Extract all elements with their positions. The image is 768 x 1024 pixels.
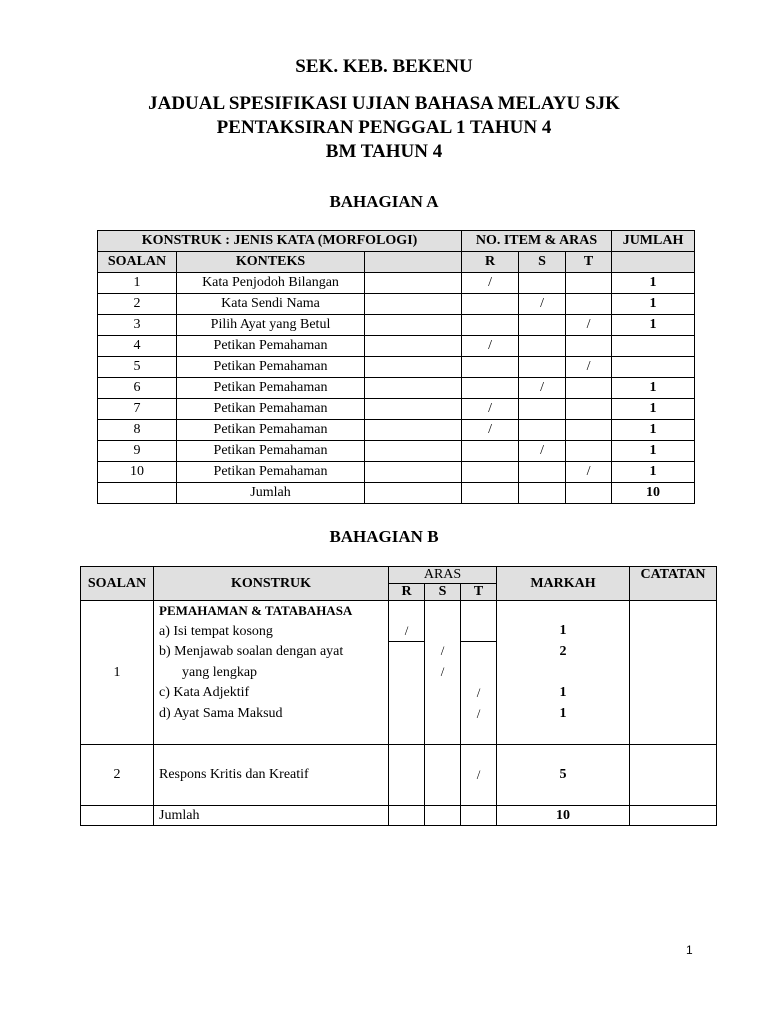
q1-item-a: a) Isi tempat kosong: [159, 623, 273, 639]
row-jumlah: 1: [612, 378, 695, 399]
header-blank: [365, 252, 462, 273]
q1-mark-c: 1: [559, 685, 567, 700]
header-markah: MARKAH: [497, 567, 630, 601]
table-header-row: [81, 567, 717, 584]
row-t: [566, 441, 612, 462]
row-konteks: Kata Sendi Nama: [177, 294, 365, 315]
q1-item-d: d) Ayat Sama Maksud: [159, 705, 283, 721]
row-jumlah: 1: [612, 441, 695, 462]
row-jumlah: 1: [612, 273, 695, 294]
row-soalan: 10: [98, 462, 177, 483]
header-jumlah-blank: [612, 252, 695, 273]
table-total-row: [81, 806, 717, 826]
q1-mark-d: 1: [559, 706, 567, 721]
row-blank: [365, 273, 462, 294]
row-s: [519, 273, 566, 294]
row-konteks: Petikan Pemahaman: [177, 462, 365, 483]
row-s: /: [519, 294, 566, 315]
section-b-table: [80, 566, 717, 826]
q1-tick-t1: /: [476, 685, 481, 700]
row-r: /: [462, 273, 519, 294]
table-row: [98, 441, 695, 462]
header-catatan: CATATAN: [630, 567, 717, 601]
row-blank: [365, 420, 462, 441]
row-blank: [365, 441, 462, 462]
q1-item-b2: yang lengkap: [182, 664, 258, 680]
total-s: [425, 806, 461, 826]
row-t: /: [566, 315, 612, 336]
row-s: [519, 420, 566, 441]
row-soalan: 6: [98, 378, 177, 399]
q1-markah-cell: [497, 601, 630, 745]
row-blank: [365, 357, 462, 378]
q1-konstruk: [154, 601, 389, 745]
total-value: 10: [612, 483, 695, 504]
row-r: [462, 315, 519, 336]
row-t: /: [566, 357, 612, 378]
table-row: [98, 294, 695, 315]
table-row-q1: [81, 601, 717, 745]
row-jumlah: 1: [612, 294, 695, 315]
table-row: [98, 336, 695, 357]
row-soalan: 9: [98, 441, 177, 462]
total-empty: [519, 483, 566, 504]
row-s: /: [519, 441, 566, 462]
inner-divider: [389, 641, 424, 642]
inner-divider: [461, 641, 496, 642]
q2-s: [425, 745, 461, 806]
q1-item-c: c) Kata Adjektif: [159, 685, 250, 700]
header-r: R: [462, 252, 519, 273]
header-jumlah: JUMLAH: [612, 231, 695, 252]
row-jumlah: 1: [612, 462, 695, 483]
row-konteks: Pilih Ayat yang Betul: [177, 315, 365, 336]
table-row: [98, 273, 695, 294]
row-konteks: Petikan Pemahaman: [177, 420, 365, 441]
total-label: Jumlah: [154, 806, 389, 826]
row-r: /: [462, 420, 519, 441]
row-t: [566, 420, 612, 441]
total-value: 10: [497, 806, 630, 826]
header-soalan: SOALAN: [81, 567, 154, 601]
row-blank: [365, 378, 462, 399]
row-r: [462, 378, 519, 399]
table-row: [98, 420, 695, 441]
row-t: /: [566, 462, 612, 483]
header-t: T: [461, 584, 497, 601]
header-soalan: SOALAN: [98, 252, 177, 273]
table-row: [98, 378, 695, 399]
header-konteks: KONTEKS: [177, 252, 365, 273]
table-row: [98, 315, 695, 336]
row-t: [566, 336, 612, 357]
q1-mark-a: 1: [559, 623, 567, 638]
row-konteks: Petikan Pemahaman: [177, 441, 365, 462]
section-a-title: BAHAGIAN A: [329, 192, 439, 211]
table-header-row: [98, 231, 695, 252]
table-row: [98, 357, 695, 378]
header-konstruk: KONSTRUK : JENIS KATA (MORFOLOGI): [98, 231, 462, 252]
total-empty: [462, 483, 519, 504]
q1-tick-s2: /: [440, 664, 445, 679]
table-total-row: [98, 483, 695, 504]
page-number: 1: [686, 943, 693, 957]
total-blank: [98, 483, 177, 504]
q1-mark-b: 2: [559, 644, 567, 659]
row-soalan: 4: [98, 336, 177, 357]
q1-t-cell: [461, 601, 497, 745]
total-empty: [365, 483, 462, 504]
q1-s-cell: [425, 601, 461, 745]
row-blank: [365, 336, 462, 357]
row-jumlah: [612, 357, 695, 378]
document-title-line2: PENTAKSIRAN PENGGAL 1 TAHUN 4: [216, 117, 552, 138]
q2-konstruk: Respons Kritis dan Kreatif: [154, 745, 389, 806]
row-s: /: [519, 378, 566, 399]
table-row: [98, 399, 695, 420]
row-konteks: Kata Penjodoh Bilangan: [177, 273, 365, 294]
row-t: [566, 273, 612, 294]
q1-heading: PEMAHAMAN & TATABAHASA: [159, 603, 353, 618]
row-r: [462, 441, 519, 462]
row-soalan: 8: [98, 420, 177, 441]
total-catatan: [630, 806, 717, 826]
header-aras: ARAS: [389, 567, 497, 584]
document-title-line1: JADUAL SPESIFIKASI UJIAN BAHASA MELAYU SJK: [148, 93, 620, 114]
row-r: [462, 357, 519, 378]
row-r: [462, 462, 519, 483]
q2-r: [389, 745, 425, 806]
row-blank: [365, 294, 462, 315]
section-b-title: BAHAGIAN B: [329, 527, 439, 546]
row-jumlah: 1: [612, 399, 695, 420]
row-r: /: [462, 336, 519, 357]
q1-number: 1: [81, 601, 154, 745]
row-jumlah: [612, 336, 695, 357]
q2-number: 2: [81, 745, 154, 806]
document-title-line3: BM TAHUN 4: [325, 141, 443, 162]
row-soalan: 1: [98, 273, 177, 294]
q1-tick-r: /: [404, 623, 409, 638]
row-soalan: 5: [98, 357, 177, 378]
row-jumlah: 1: [612, 420, 695, 441]
total-t: [461, 806, 497, 826]
row-konteks: Petikan Pemahaman: [177, 399, 365, 420]
row-t: [566, 294, 612, 315]
row-konteks: Petikan Pemahaman: [177, 357, 365, 378]
table-row: [98, 462, 695, 483]
row-s: [519, 357, 566, 378]
row-soalan: 2: [98, 294, 177, 315]
total-blank: [81, 806, 154, 826]
row-soalan: 3: [98, 315, 177, 336]
header-konstruk: KONSTRUK: [154, 567, 389, 601]
row-s: [519, 315, 566, 336]
q1-item-b1: b) Menjawab soalan dengan ayat: [159, 644, 344, 659]
row-soalan: 7: [98, 399, 177, 420]
total-r: [389, 806, 425, 826]
q1-tick-s1: /: [440, 643, 445, 658]
q1-catatan: [630, 601, 717, 745]
row-s: [519, 336, 566, 357]
row-blank: [365, 315, 462, 336]
table-subheader-row: [98, 252, 695, 273]
row-t: [566, 378, 612, 399]
header-t: T: [566, 252, 612, 273]
q1-r-cell: [389, 601, 425, 745]
row-blank: [365, 399, 462, 420]
row-r: /: [462, 399, 519, 420]
row-blank: [365, 462, 462, 483]
q1-tick-t2: /: [476, 706, 481, 721]
q2-tick-t: /: [461, 745, 497, 806]
header-s: S: [425, 584, 461, 601]
row-s: [519, 399, 566, 420]
table-row-q2: [81, 745, 717, 806]
row-jumlah: 1: [612, 315, 695, 336]
school-name: SEK. KEB. BEKENU: [295, 56, 473, 77]
header-item-aras: NO. ITEM & ARAS: [462, 231, 612, 252]
total-empty: [566, 483, 612, 504]
row-konteks: Petikan Pemahaman: [177, 336, 365, 357]
q2-catatan: [630, 745, 717, 806]
row-t: [566, 399, 612, 420]
row-r: [462, 294, 519, 315]
row-konteks: Petikan Pemahaman: [177, 378, 365, 399]
header-r: R: [389, 584, 425, 601]
total-label: Jumlah: [177, 483, 365, 504]
q2-markah: 5: [497, 745, 630, 806]
row-s: [519, 462, 566, 483]
section-a-table: [97, 230, 695, 504]
header-s: S: [519, 252, 566, 273]
